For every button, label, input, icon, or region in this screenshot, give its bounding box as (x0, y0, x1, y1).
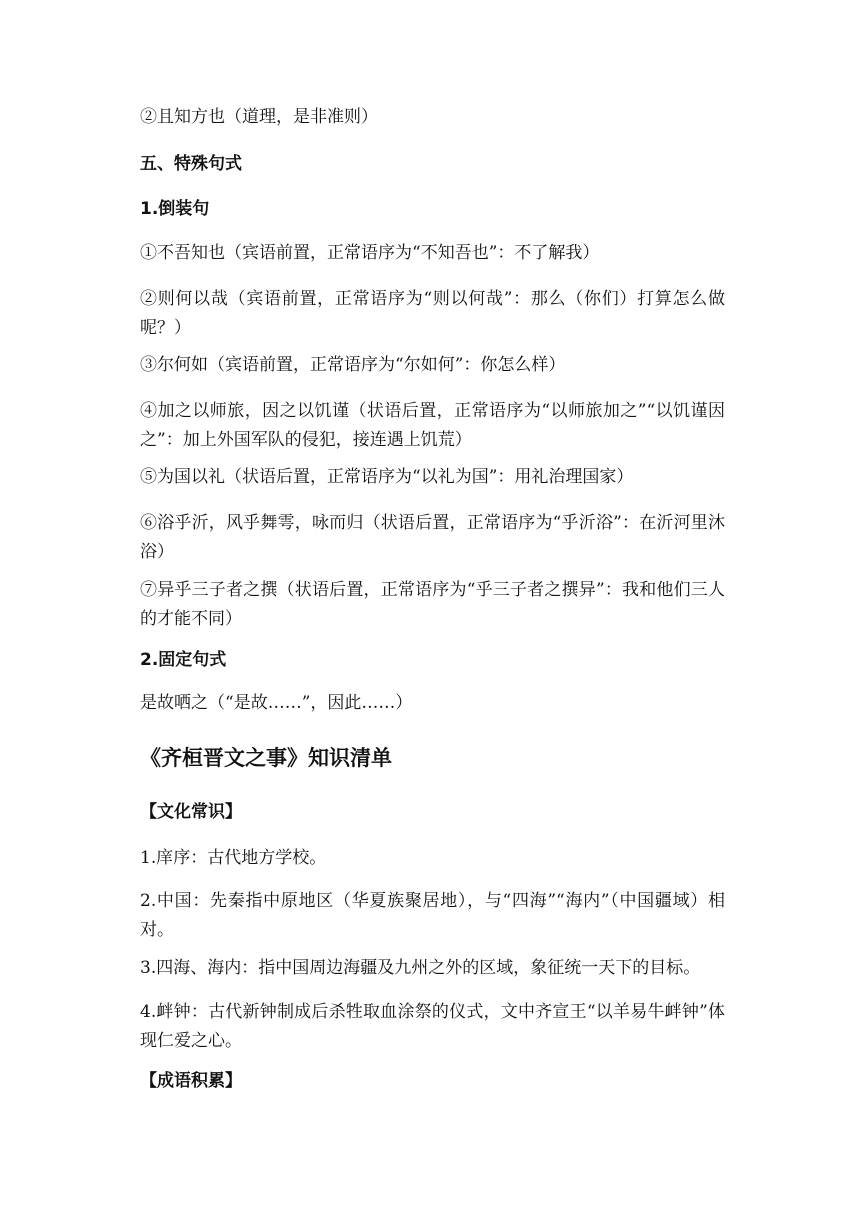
paragraph-qie-zhi-fang: ②且知方也（道理，是非准则） (140, 107, 378, 127)
inversion-item-1: ①不吾知也（宾语前置，正常语序为“不知吾也”：不了解我） (140, 243, 600, 263)
culture-item-1: 1.庠序：古代地方学校。 (140, 848, 327, 868)
heading-idiom-accumulation: 【成语积累】 (140, 1071, 242, 1091)
inversion-item-3: ③尔何如（宾语前置，正常语序为“尔如何”：你怎么样） (140, 355, 566, 375)
inversion-item-4: ④加之以师旅，因之以饥谨（状语后置，正常语序为“以师旅加之”“以饥谨因之”：加上外国军队的侵犯，接连遇上饥荒） (140, 401, 725, 450)
heading-inverted-sentences: 1.倒装句 (140, 199, 210, 219)
culture-item-4: 4.衅钟：古代新钟制成后杀牲取血涂祭的仪式，文中齐宣王“以羊易牛衅钟”体现仁爱之心。 (140, 1002, 725, 1051)
heading-fixed-patterns: 2.固定句式 (140, 650, 227, 670)
heading-special-sentence-patterns: 五、特殊句式 (140, 154, 242, 174)
fixed-pattern-example: 是故哂之（“是故……”，因此……） (140, 693, 413, 713)
culture-item-2: 2.中国：先秦指中原地区（华夏族聚居地），与“四海”“海内”（中国疆域）相对。 (140, 891, 725, 940)
inversion-item-6: ⑥浴乎沂，风乎舞雩，咏而归（状语后置，正常语序为“乎沂浴”：在沂河里沐浴） (140, 513, 725, 562)
section-title: 《齐桓晋文之事》知识清单 (140, 746, 392, 770)
culture-item-3: 3.四海、海内：指中国周边海疆及九州之外的区域，象征统一天下的目标。 (140, 958, 701, 978)
inversion-item-2: ②则何以哉（宾语前置，正常语序为“则以何哉”：那么（你们）打算怎么做呢？） (140, 289, 725, 338)
heading-cultural-knowledge: 【文化常识】 (140, 802, 242, 822)
inversion-item-7: ⑦异乎三子者之撰（状语后置，正常语序为“乎三子者之撰异”：我和他们三人的才能不同） (140, 580, 725, 629)
inversion-item-5: ⑤为国以礼（状语后置，正常语序为“以礼为国”：用礼治理国家） (140, 467, 634, 487)
